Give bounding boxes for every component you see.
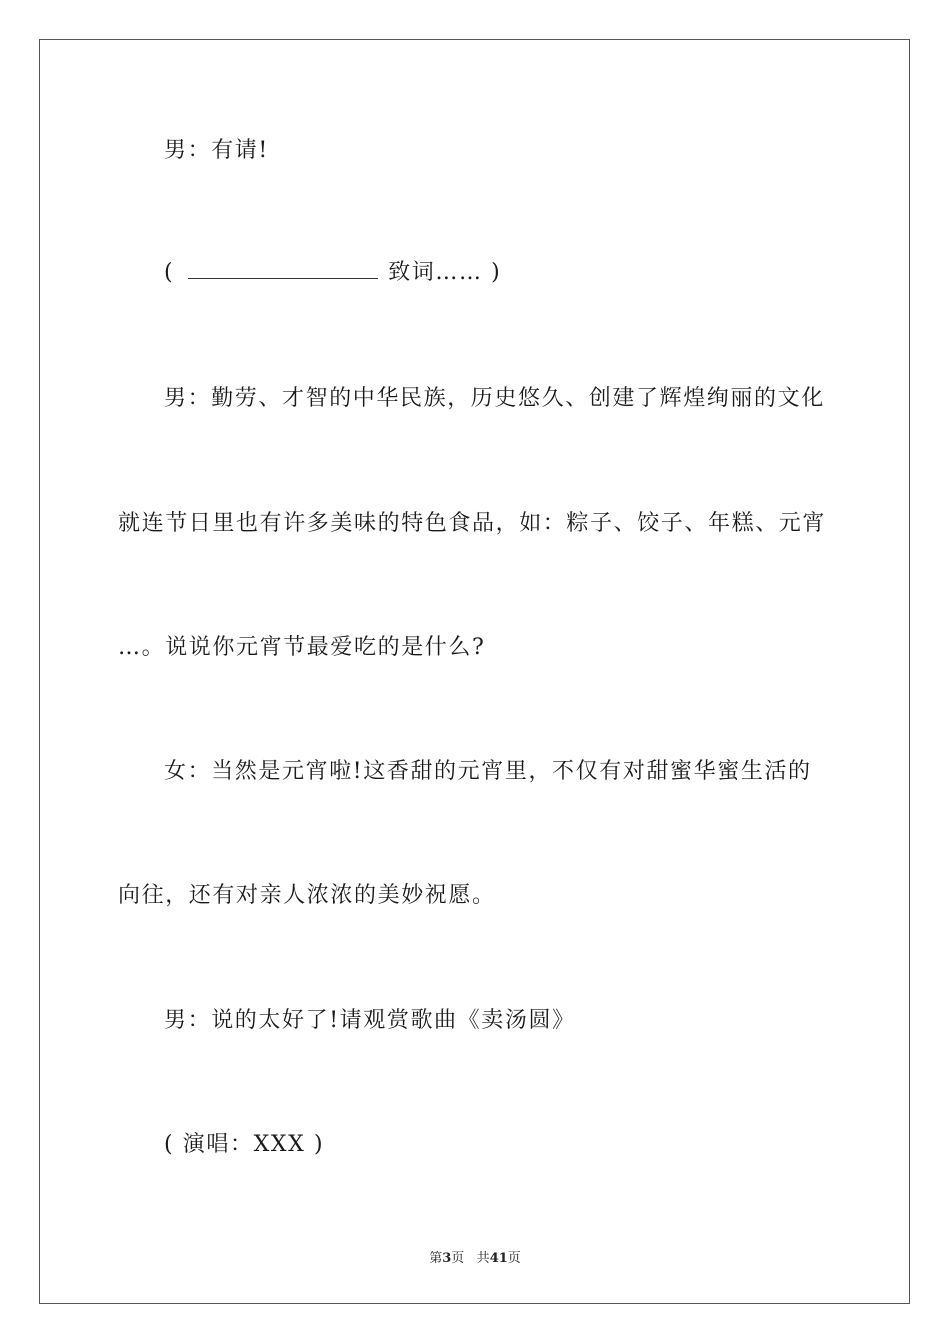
total-pages: 41 — [489, 1251, 508, 1266]
page-number: 3 — [442, 1251, 452, 1266]
line-foods: 就连节日里也有许多美味的特色食品，如：粽子、饺子、年糕、元宵 — [118, 511, 827, 536]
blank-underline — [188, 260, 378, 279]
line-question: …。说说你元宵节最爱吃的是什么? — [118, 635, 486, 660]
total-prefix: 共 — [476, 1251, 490, 1266]
page-suffix: 页 — [451, 1251, 465, 1266]
line-performer: ( 演唱：XXX ) — [164, 1132, 325, 1157]
line-female-answer: 女：当然是元宵啦!这香甜的元宵里，不仅有对甜蜜华蜜生活的 — [164, 759, 812, 784]
line-male-invite: 男：有请! — [164, 138, 269, 163]
line-male-song: 男：说的太好了!请观赏歌曲《卖汤圆》 — [164, 1008, 576, 1033]
line-wishes: 向往，还有对亲人浓浓的美妙祝愿。 — [118, 883, 496, 908]
line-speech-placeholder — [118, 260, 838, 286]
page-frame — [39, 39, 910, 1304]
open-paren: ( — [164, 260, 175, 285]
total-suffix: 页 — [507, 1251, 521, 1266]
line-male-culture: 男：勤劳、才智的中华民族，历史悠久、创建了辉煌绚丽的文化 — [164, 386, 825, 411]
speech-text: 致词…… ) — [388, 260, 502, 285]
page-footer — [0, 1247, 950, 1266]
page-prefix: 第 — [429, 1251, 443, 1266]
